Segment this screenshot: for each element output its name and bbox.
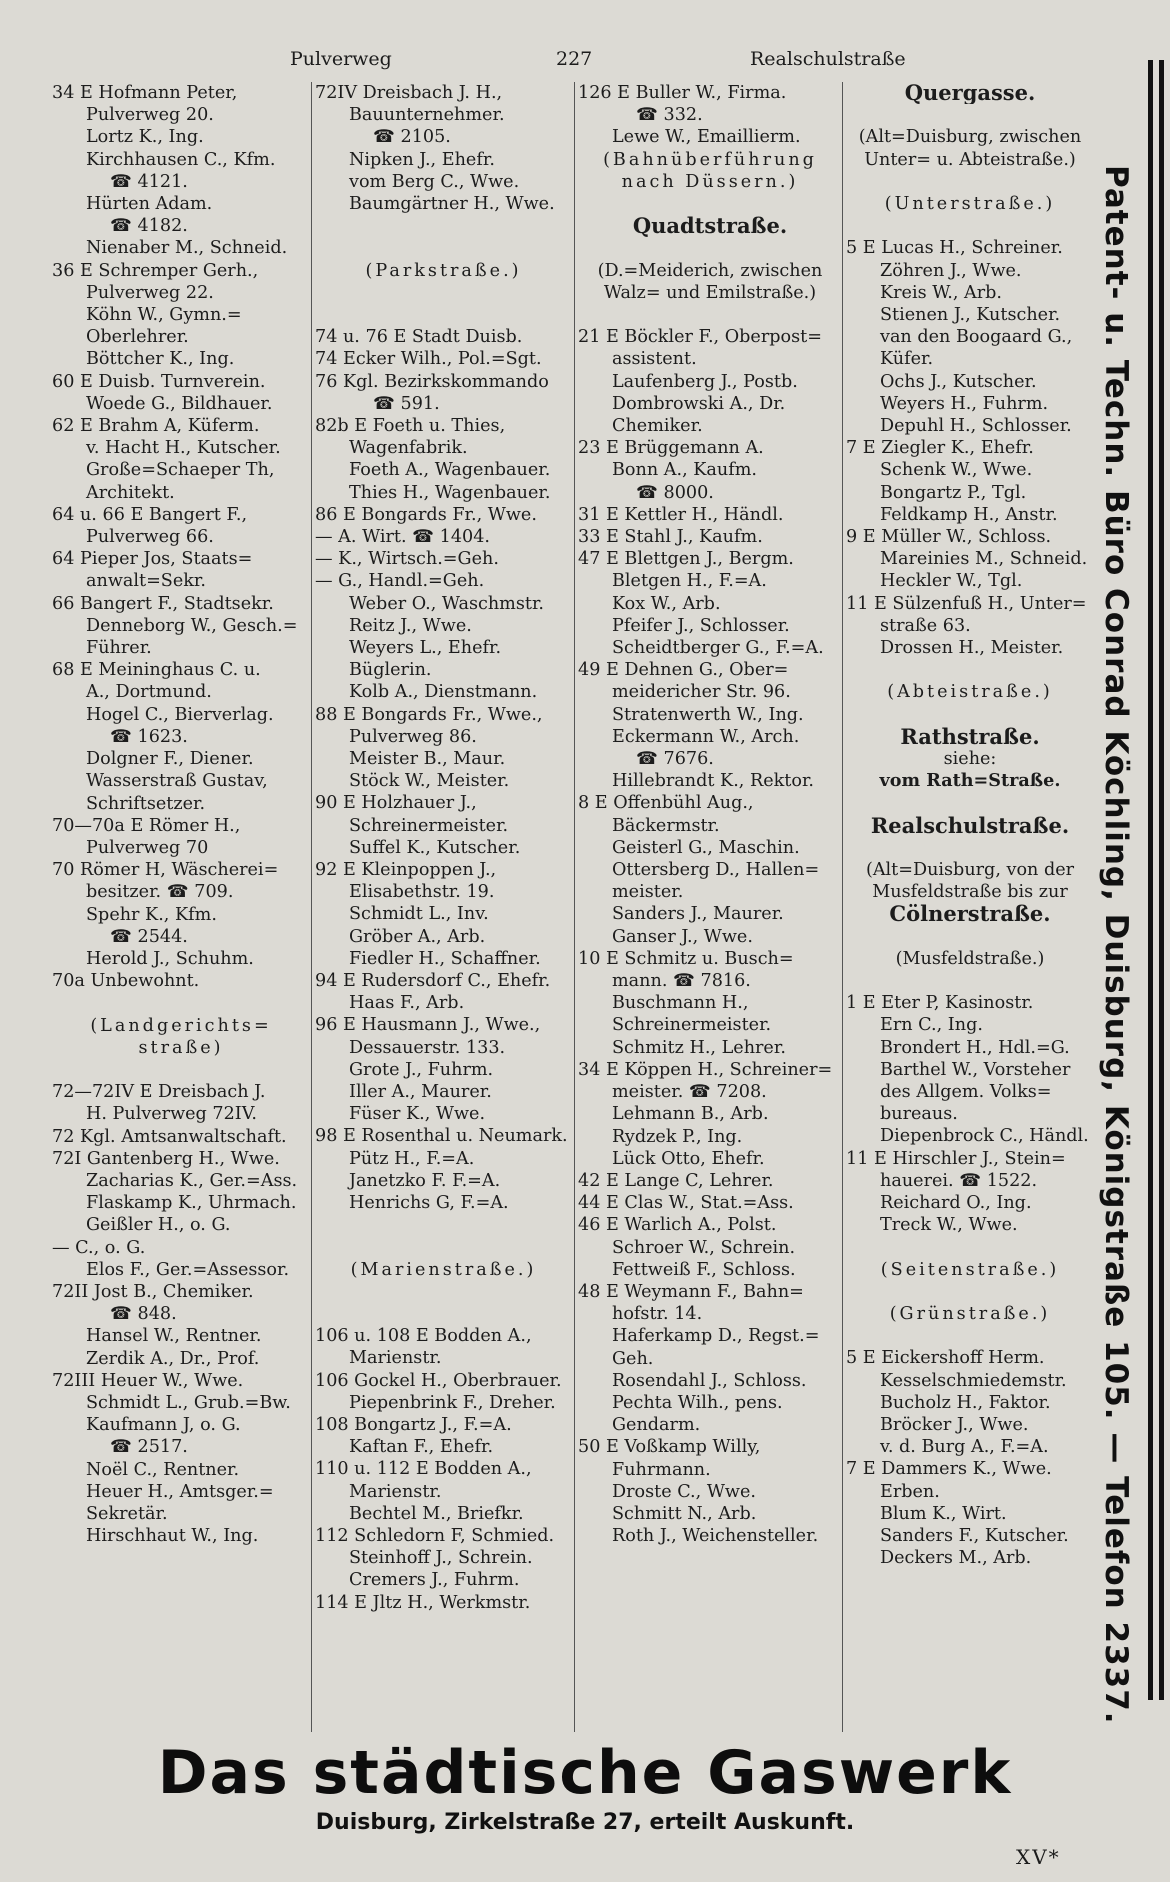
entry-line: Foeth A., Wagenbauer.: [349, 460, 551, 481]
entry-line: 86 E Bongards Fr., Wwe.: [315, 504, 537, 525]
entry-line: 10 E Schmitz u. Busch=: [578, 948, 794, 969]
entry-line: Bäckermstr.: [612, 815, 720, 836]
entry-line: [846, 1281, 1094, 1303]
entry-line: Köhn W., Gymn.=: [86, 305, 242, 326]
entry-line: Schmidt L., Grub.=Bw.: [86, 1392, 291, 1413]
entry-line: Unter= u. Abteistraße.): [864, 149, 1076, 170]
entry-line: 90 E Holzhauer J.,: [315, 793, 477, 814]
entry-line: Weber O., Waschmstr.: [349, 593, 545, 614]
entry-line: ☎ 8000.: [636, 482, 714, 503]
entry-line: 82b E Foeth u. Thies,: [315, 415, 506, 436]
entry-line: Roth J., Weichensteller.: [612, 1526, 819, 1547]
entry-line: Quadtstraße.: [632, 215, 788, 238]
entry-line: Elisabethstr. 19.: [349, 882, 495, 903]
entry-line: Scheidtberger G., F.=A.: [612, 638, 824, 659]
entry-line: Meister B., Maur.: [349, 749, 506, 770]
entry-line: Ganser J., Wwe.: [612, 926, 753, 947]
entry-line: (Unterstraße.): [884, 193, 1056, 214]
entry-line: meister. ☎ 7208.: [612, 1082, 767, 1103]
entry-line: Buschmann H.,: [612, 993, 749, 1014]
entry-line: Depuhl H., Schlosser.: [880, 416, 1072, 436]
entry-line: Stöck W., Meister.: [349, 771, 510, 792]
entry-line: [846, 970, 1094, 992]
entry-line: ☎ 4182.: [110, 216, 188, 237]
footer-advertisement-headline: Das städtische Gaswerk: [157, 1738, 1013, 1808]
entry-line: Architekt.: [86, 482, 175, 503]
entry-line: Wasserstraß Gustav,: [86, 771, 268, 792]
entry-line: Büglerin.: [349, 660, 432, 681]
entry-line: Lehmann B., Arb.: [612, 1104, 769, 1125]
entry-line: Herold J., Schuhm.: [86, 948, 254, 969]
entry-line: Weyers H., Fuhrm.: [880, 393, 1049, 414]
entry-line: assistent.: [612, 349, 697, 370]
entry-line: 108 Bongartz J., F.=A.: [315, 1415, 512, 1436]
entry-line: Iller A., Maurer.: [349, 1082, 492, 1103]
entry-line: Geh.: [612, 1348, 654, 1369]
entry-line: — G., Handl.=Geh.: [315, 571, 485, 592]
entry-line: Wagenfabrik.: [349, 438, 468, 459]
entry-line: 88 E Bongards Fr., Wwe.,: [315, 704, 543, 725]
entry-line: Heckler W., Tgl.: [880, 571, 1023, 592]
entry-line: Bechtel M., Briefkr.: [349, 1503, 524, 1524]
entry-line: [315, 1214, 572, 1236]
entry-line: Kolb A., Dienstmann.: [349, 682, 538, 703]
entry-line: Barthel W., Vorsteher: [880, 1059, 1071, 1080]
entry-line: Sekretär.: [86, 1503, 168, 1524]
entry-line: straße): [138, 1037, 224, 1058]
entry-line: (Musfeldstraße.): [895, 948, 1045, 969]
entry-line: Rydzek P., Ing.: [612, 1126, 743, 1147]
entry-line: des Allgem. Volks=: [880, 1082, 1052, 1102]
entry-line: Pulverweg 70: [86, 837, 209, 858]
entry-line: ☎ 332.: [636, 105, 703, 126]
entry-line: Ochs J., Kutscher.: [880, 371, 1037, 392]
entry-line: A., Dortmund.: [86, 682, 212, 703]
entry-line: 70—70a E Römer H.,: [52, 815, 241, 836]
entry-line: Pulverweg 22.: [86, 282, 214, 303]
entry-line: Füser K., Wwe.: [349, 1104, 486, 1125]
entry-line: Nipken J., Ehefr.: [349, 149, 495, 170]
entry-line: Bauunternehmer.: [349, 105, 505, 126]
entry-line: Kreis W., Arb.: [880, 282, 1002, 303]
entry-line: Sanders F., Kutscher.: [880, 1526, 1069, 1547]
entry-line: hofstr. 14.: [612, 1304, 703, 1325]
entry-line: — A. Wirt. ☎ 1404.: [315, 527, 491, 547]
entry-line: ☎ 2517.: [110, 1437, 188, 1458]
entry-line: Heuer H., Amtsger.=: [86, 1481, 274, 1502]
entry-line: Hürten Adam.: [86, 194, 213, 215]
entry-line: 64 Pieper Jos, Staats=: [52, 549, 253, 570]
entry-line: ☎ 1623.: [110, 726, 188, 747]
entry-line: Pfeifer J., Schlosser.: [612, 615, 790, 636]
entry-line: 72IV Dreisbach J. H.,: [315, 83, 503, 103]
entry-line: [315, 237, 572, 259]
entry-line: v. d. Burg A., F.=A.: [880, 1437, 1049, 1458]
directory-column-2: [315, 82, 572, 1614]
entry-line: Weyers L., Ehefr.: [349, 638, 502, 659]
entry-line: Ottersberg D., Hallen=: [612, 860, 820, 881]
entry-line: 5 E Eickershoff Herm.: [846, 1348, 1045, 1369]
entry-line: [846, 1236, 1094, 1258]
entry-line: [315, 1303, 572, 1325]
entry-line: ☎ 7676.: [636, 749, 714, 770]
entry-line: — C., o. G.: [52, 1237, 146, 1258]
entry-line: 62 E Brahm A, Küferm.: [52, 416, 260, 437]
entry-line: Noël C., Rentner.: [86, 1459, 240, 1480]
entry-line: [846, 171, 1094, 193]
entry-line: Fettweiß F., Schloss.: [612, 1259, 796, 1280]
entry-line: 112 Schledorn F, Schmied.: [315, 1526, 555, 1547]
entry-line: 5 E Lucas H., Schreiner.: [846, 238, 1063, 259]
entry-line: 34 E Hofmann Peter,: [52, 83, 238, 103]
entry-line: 72—72IV E Dreisbach J.: [52, 1082, 266, 1103]
entry-line: Pulverweg 20.: [86, 105, 214, 126]
entry-line: Diepenbrock C., Händl.: [880, 1126, 1089, 1147]
entry-line: 68 E Meininghaus C. u.: [52, 660, 261, 681]
entry-line: Pulverweg 86.: [349, 726, 477, 747]
entry-line: 74 Ecker Wilh., Pol.=Sgt.: [315, 349, 542, 370]
entry-line: Walz= und Emilstraße.): [603, 282, 817, 303]
entry-line: Feldkamp H., Anstr.: [880, 504, 1058, 525]
entry-line: Musfeldstraße bis zur: [872, 882, 1068, 903]
entry-line: (Bahnüberführung: [603, 149, 817, 170]
entry-line: 42 E Lange C, Lehrer.: [578, 1170, 774, 1191]
entry-line: [315, 1236, 572, 1258]
entry-line: vom Rath=Straße.: [879, 770, 1061, 792]
entry-line: Stratenwerth W., Ing.: [612, 704, 804, 725]
entry-line: Bröcker J., Wwe.: [880, 1415, 1029, 1435]
entry-line: 96 E Hausmann J., Wwe.,: [315, 1015, 541, 1036]
entry-line: 1 E Eter P, Kasinostr.: [846, 993, 1034, 1014]
entry-line: Schmitt N., Arb.: [612, 1503, 757, 1524]
entry-line: 76 Kgl. Bezirkskommando: [315, 371, 549, 392]
entry-line: bureaus.: [880, 1104, 958, 1125]
entry-line: 7 E Dammers K., Wwe.: [846, 1459, 1052, 1480]
entry-line: Zerdik A., Dr., Prof.: [86, 1348, 260, 1369]
entry-line: meister.: [612, 882, 684, 903]
entry-line: [315, 282, 572, 304]
entry-line: Kox W., Arb.: [612, 593, 721, 614]
entry-line: Hansel W., Rentner.: [86, 1326, 262, 1347]
entry-line: [315, 1281, 572, 1303]
entry-line: Schriftsetzer.: [86, 793, 206, 814]
entry-line: 8 E Offenbühl Aug.,: [578, 793, 754, 814]
entry-line: Hillebrandt K., Rektor.: [612, 771, 815, 792]
entry-line: [315, 304, 572, 326]
entry-line: 106 u. 108 E Bodden A.,: [315, 1326, 532, 1347]
entry-line: 70a Unbewohnt.: [52, 971, 200, 992]
entry-line: Bletgen H., F.=A.: [612, 571, 767, 592]
entry-line: Marienstr.: [349, 1348, 442, 1369]
entry-line: (Landgerichts=: [90, 1015, 272, 1036]
entry-line: 72III Heuer W., Wwe.: [52, 1370, 244, 1391]
entry-line: meidericher Str. 96.: [612, 682, 791, 703]
entry-line: 66 Bangert F., Stadtsekr.: [52, 593, 274, 614]
entry-line: [846, 659, 1094, 681]
entry-line: Fiedler H., Schaffner.: [349, 948, 541, 969]
entry-line: [578, 304, 842, 326]
entry-line: [52, 992, 310, 1014]
entry-line: 49 E Dehnen G., Ober=: [578, 660, 789, 681]
entry-line: [578, 193, 842, 215]
entry-line: 72I Gantenberg H., Wwe.: [52, 1148, 280, 1169]
entry-line: Marienstr.: [349, 1481, 442, 1502]
entry-line: Cremers J., Fuhrm.: [349, 1570, 520, 1591]
entry-line: Zöhren J., Wwe.: [880, 260, 1022, 281]
entry-line: Gröber A., Arb.: [349, 926, 486, 947]
entry-line: (Alt=Duisburg, zwischen: [858, 127, 1082, 148]
entry-line: Führer.: [86, 638, 152, 659]
entry-line: Grote J., Fuhrm.: [349, 1059, 494, 1080]
entry-line: 110 u. 112 E Bodden A.,: [315, 1459, 532, 1480]
entry-line: Hogel C., Bierverlag.: [86, 704, 274, 725]
entry-line: Flaskamp K., Uhrmach.: [86, 1193, 297, 1214]
entry-line: Quergasse.: [904, 82, 1036, 105]
entry-line: Rosendahl J., Schloss.: [612, 1370, 807, 1391]
entry-line: Pütz H., F.=A.: [349, 1148, 475, 1169]
entry-line: 72II Jost B., Chemiker.: [52, 1281, 254, 1302]
entry-line: (D.=Meiderich, zwischen: [597, 260, 823, 281]
entry-line: Spehr K., Kfm.: [86, 904, 217, 925]
entry-line: Bucholz H., Faktor.: [880, 1392, 1051, 1413]
entry-line: [846, 926, 1094, 948]
column-divider: [842, 82, 843, 1732]
entry-line: siehe:: [943, 749, 997, 770]
side-rule: [1159, 60, 1164, 1700]
entry-line: [846, 1325, 1094, 1347]
entry-line: (Alt=Duisburg, von der: [865, 860, 1075, 880]
entry-line: Denneborg W., Gesch.=: [86, 615, 298, 636]
entry-line: Schreinermeister.: [612, 1015, 772, 1036]
entry-line: Baumgärtner H., Wwe.: [349, 194, 555, 215]
entry-line: 11 E Hirschler J., Stein=: [846, 1148, 1066, 1169]
entry-line: 7 E Ziegler K., Ehefr.: [846, 438, 1034, 459]
entry-line: [846, 792, 1094, 814]
entry-line: Thies H., Wagenbauer.: [349, 482, 551, 503]
entry-line: Schenk W., Wwe.: [880, 460, 1033, 481]
page-number: 227: [556, 48, 593, 70]
entry-line: 36 E Schremper Gerh.,: [52, 260, 259, 281]
entry-line: Elos F., Ger.=Assessor.: [86, 1259, 290, 1280]
entry-line: Ern C., Ing.: [880, 1015, 983, 1036]
entry-line: hauerei. ☎ 1522.: [880, 1170, 1038, 1191]
entry-line: Lewe W., Emaillierm.: [612, 127, 801, 148]
entry-line: 98 E Rosenthal u. Neumark.: [315, 1126, 568, 1147]
directory-column-4: [846, 82, 1094, 1569]
entry-line: Lortz K., Ing.: [86, 127, 204, 148]
entry-line: ☎ 4121.: [110, 171, 188, 192]
entry-line: Fuhrmann.: [612, 1459, 711, 1480]
entry-line: 92 E Kleinpoppen J.,: [315, 860, 497, 881]
entry-line: Reichard O., Ing.: [880, 1193, 1032, 1214]
entry-line: 23 E Brüggemann A.: [578, 438, 764, 459]
entry-line: Reitz J., Wwe.: [349, 615, 472, 636]
entry-line: besitzer. ☎ 709.: [86, 882, 234, 903]
entry-line: Treck W., Wwe.: [880, 1215, 1018, 1236]
entry-line: Dessauerstr. 133.: [349, 1037, 506, 1058]
entry-line: Drossen H., Meister.: [880, 638, 1064, 659]
entry-line: Pechta Wilh., pens.: [612, 1392, 783, 1413]
entry-line: Schreinermeister.: [349, 815, 509, 836]
entry-line: Schmidt L., Inv.: [349, 904, 489, 925]
entry-line: Böttcher K., Ing.: [86, 349, 235, 370]
entry-line: ☎ 2105.: [373, 127, 451, 148]
entry-line: 74 u. 76 E Stadt Duisb.: [315, 327, 523, 348]
entry-line: Steinhoff J., Schrein.: [349, 1548, 533, 1569]
entry-line: [578, 237, 842, 259]
entry-line: 21 E Böckler F., Oberpost=: [578, 327, 822, 348]
entry-line: Kaufmann J, o. G.: [86, 1415, 241, 1436]
entry-line: (Abteistraße.): [887, 682, 1053, 703]
entry-line: (Parkstraße.): [365, 260, 522, 281]
entry-line: Bongartz P., Tgl.: [880, 482, 1027, 503]
entry-line: 48 E Weymann F., Bahn=: [578, 1281, 804, 1302]
entry-line: 46 E Warlich A., Polst.: [578, 1215, 777, 1236]
entry-line: 106 Gockel H., Oberbrauer.: [315, 1370, 562, 1391]
entry-line: Schmitz H., Lehrer.: [612, 1037, 786, 1058]
entry-line: van den Boogaard G.,: [880, 327, 1073, 348]
entry-line: (Marienstraße.): [350, 1259, 537, 1280]
entry-line: Janetzko F. F.=A.: [349, 1170, 501, 1191]
entry-line: 60 E Duisb. Turnverein.: [52, 371, 266, 392]
entry-line: Stienen J., Kutscher.: [880, 304, 1061, 325]
entry-line: vom Berg C., Wwe.: [349, 171, 520, 192]
entry-line: H. Pulverweg 72IV.: [86, 1104, 257, 1125]
column-divider: [311, 82, 312, 1732]
header-right-street: Realschulstraße: [750, 48, 906, 70]
side-advertisement: Patent- u. Techn. Büro Conrad Köchling, Duisburg, Königstraße 105. — Telefon 2337.: [1098, 165, 1134, 1725]
entry-line: Gendarm.: [612, 1415, 701, 1436]
entry-line: 50 E Voßkamp Willy,: [578, 1437, 761, 1458]
entry-line: Bonn A., Kaufm.: [612, 460, 758, 481]
entry-line: 94 E Rudersdorf C., Ehefr.: [315, 971, 551, 992]
entry-line: Rathstraße.: [900, 725, 1040, 749]
entry-line: Kirchhausen C., Kfm.: [86, 149, 276, 170]
entry-line: Eckermann W., Arch.: [612, 726, 800, 747]
entry-line: Deckers M., Arb.: [880, 1548, 1032, 1569]
directory-column-3: [578, 82, 842, 1547]
entry-line: 34 E Köppen H., Schreiner=: [578, 1059, 833, 1080]
entry-line: — K., Wirtsch.=Geh.: [315, 549, 499, 570]
entry-line: Blum K., Wirt.: [880, 1503, 1007, 1524]
entry-line: 72 Kgl. Amtsanwaltschaft.: [52, 1126, 287, 1147]
signature-mark: XV*: [1016, 1845, 1061, 1869]
entry-line: Lück Otto, Ehefr.: [612, 1148, 765, 1169]
entry-line: Droste C., Wwe.: [612, 1481, 756, 1502]
entry-line: Nienaber M., Schneid.: [86, 238, 288, 259]
entry-line: [315, 215, 572, 237]
entry-line: Große=Schaeper Th,: [86, 460, 275, 481]
entry-line: 44 E Clas W., Stat.=Ass.: [578, 1193, 794, 1214]
entry-line: (Seitenstraße.): [880, 1259, 1060, 1280]
entry-line: Küfer.: [880, 349, 934, 370]
entry-line: Cölnerstraße.: [889, 903, 1051, 926]
entry-line: nach Düssern.): [621, 171, 799, 192]
entry-line: 11 E Sülzenfuß H., Unter=: [846, 593, 1087, 614]
entry-line: [52, 1059, 310, 1081]
entry-line: Sanders J., Maurer.: [612, 904, 784, 925]
entry-line: [846, 704, 1094, 726]
entry-line: Hirschhaut W., Ing.: [86, 1526, 259, 1547]
entry-line: Piepenbrink F., Dreher.: [349, 1392, 556, 1413]
footer-advertisement-address: Duisburg, Zirkelstraße 27, erteilt Auskunft.: [315, 1810, 855, 1835]
entry-line: 33 E Stahl J., Kaufm.: [578, 527, 763, 548]
entry-line: ☎ 2544.: [110, 926, 188, 947]
entry-line: (Grünstraße.): [889, 1304, 1051, 1324]
entry-line: Schroer W., Schrein.: [612, 1237, 796, 1258]
entry-line: Geisterl G., Maschin.: [612, 837, 800, 858]
entry-line: 47 E Blettgen J., Bergm.: [578, 549, 794, 570]
entry-line: 64 u. 66 E Bangert F.,: [52, 504, 248, 525]
entry-line: Oberlehrer.: [86, 327, 189, 348]
entry-line: Suffel K., Kutscher.: [349, 837, 521, 858]
entry-line: Geißler H., o. G.: [86, 1215, 231, 1236]
entry-line: Brondert H., Hdl.=G.: [880, 1037, 1070, 1058]
entry-line: 31 E Kettler H., Händl.: [578, 504, 784, 525]
directory-column-1: [52, 82, 310, 1547]
header-left-street: Pulverweg: [290, 48, 392, 70]
entry-line: Erben.: [880, 1481, 940, 1502]
entry-line: v. Hacht H., Kutscher.: [86, 438, 281, 459]
entry-line: Kesselschmiedemstr.: [880, 1370, 1067, 1391]
entry-line: 126 E Buller W., Firma.: [578, 83, 787, 103]
entry-line: Kaftan F., Ehefr.: [349, 1437, 494, 1458]
entry-line: straße 63.: [880, 615, 971, 636]
entry-line: [846, 215, 1094, 237]
entry-line: Pulverweg 66.: [86, 527, 214, 548]
entry-line: 114 E Jltz H., Werkmstr.: [315, 1592, 531, 1613]
entry-line: Dolgner F., Diener.: [86, 749, 254, 770]
entry-line: Henrichs G, F.=A.: [349, 1193, 509, 1214]
entry-line: Laufenberg J., Postb.: [612, 371, 798, 392]
side-rule: [1148, 60, 1153, 1700]
entry-line: Chemiker.: [612, 416, 703, 436]
entry-line: anwalt=Sekr.: [86, 571, 207, 592]
entry-line: Woede G., Bildhauer.: [86, 393, 273, 414]
entry-line: Dombrowski A., Dr.: [612, 393, 786, 414]
entry-line: mann. ☎ 7816.: [612, 971, 751, 992]
entry-line: [846, 104, 1094, 126]
entry-line: Realschulstraße.: [870, 814, 1070, 837]
entry-line: Zacharias K., Ger.=Ass.: [86, 1170, 298, 1191]
entry-line: [846, 837, 1094, 859]
entry-line: Haferkamp D., Regst.=: [612, 1326, 820, 1347]
entry-line: 9 E Müller W., Schloss.: [846, 527, 1052, 548]
entry-line: ☎ 591.: [373, 393, 440, 414]
column-divider: [574, 82, 575, 1732]
entry-line: 70 Römer H, Wäscherei=: [52, 860, 279, 881]
entry-line: Mareinies M., Schneid.: [880, 549, 1088, 570]
entry-line: Haas F., Arb.: [349, 993, 465, 1014]
entry-line: ☎ 848.: [110, 1304, 177, 1325]
